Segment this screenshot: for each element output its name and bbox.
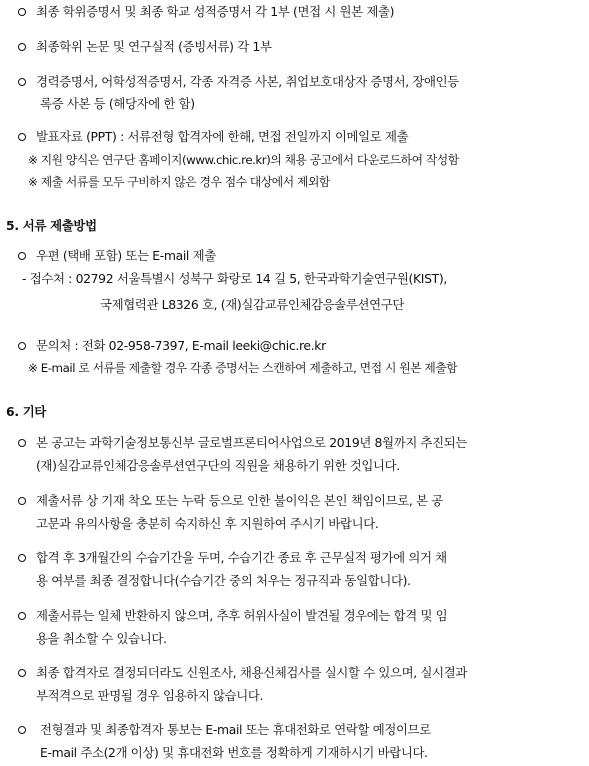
bullet-icon [18, 78, 26, 86]
bullet-icon [18, 612, 26, 620]
list-item: 본 공고는 과학기술정보통신부 글로벌프론티어사업으로 2019년 8월까지 추진되는 [36, 435, 468, 450]
bullet-icon [18, 554, 26, 562]
bullet-icon [18, 342, 26, 350]
bullet-icon [18, 8, 26, 16]
bullet-icon [18, 252, 26, 260]
list-item: 최종 합격자로 결정되더라도 신원조사, 채용신체검사를 실시할 수 있으며, 실시결과 [36, 665, 467, 680]
list-item-continuation: 용 여부를 최종 결정합니다(수습기간 중의 처우는 정규직과 동일합니다). [36, 573, 411, 588]
bullet-icon [18, 726, 26, 734]
list-item: 제출서류 상 기재 착오 또는 누락 등으로 인한 불이익은 본인 책임이므로, 본 공 [36, 493, 443, 508]
note-text: ※ 지원 양식은 연구단 홈페이지(www.chic.re.kr)의 채용 공고에서 다운로드하여 작성함 [28, 153, 459, 167]
list-item-continuation: E-mail 주소(2개 이상) 및 휴대전화 번호를 정확하게 기재하시기 바랍니다. [40, 745, 428, 760]
list-item-continuation: 록증 사본 등 (해당자에 한 함) [40, 96, 195, 111]
list-item: 합격 후 3개월간의 수습기간을 두며, 수습기간 종료 후 근무실적 평가에 의거 채 [36, 550, 447, 565]
list-item: 경력증명서, 어학성적증명서, 각종 자격증 사본, 취업보호대상자 증명서, 장애인등 [36, 74, 459, 89]
note-text: ※ 제출 서류를 모두 구비하지 않은 경우 점수 대상에서 제외함 [28, 175, 330, 189]
submission-method: 우편 (택배 포함) 또는 E-mail 제출 [36, 248, 216, 263]
bullet-icon [18, 439, 26, 447]
bullet-icon [18, 497, 26, 505]
list-item-continuation: 고문과 유의사항을 충분히 숙지하신 후 지원하여 주시기 바랍니다. [36, 516, 379, 531]
list-item: 제출서류는 일체 반환하지 않으며, 추후 허위사실이 발견될 경우에는 합격 및 임 [36, 608, 448, 623]
address-line: 국제협력관 L8326 호, (재)실감교류인체감응솔루션연구단 [100, 297, 405, 312]
list-item-continuation: (재)실감교류인체감응솔루션연구단의 직원을 채용하기 위한 것입니다. [36, 458, 400, 473]
contact-info: 문의처 : 전화 02-958-7397, E-mail leeki@chic.re.kr [36, 338, 326, 353]
address-line: - 접수처 : 02792 서울특별시 성북구 화랑로 14 길 5, 한국과학기술연구원(KIST), [22, 271, 447, 286]
list-item-continuation: 용을 취소할 수 있습니다. [36, 631, 167, 646]
list-item: 최종 학위증명서 및 최종 학교 성적증명서 각 1부 (면접 시 원본 제출) [36, 4, 395, 19]
list-item: 발표자료 (PPT) : 서류전형 합격자에 한해, 면접 전일까지 이메일로 제출 [36, 129, 409, 144]
note-text: ※ E-mail 로 서류를 제출할 경우 각종 증명서는 스캔하여 제출하고, 면접 시 원본 제출함 [28, 361, 458, 375]
list-item: 최종학위 논문 및 연구실적 (증빙서류) 각 1부 [36, 39, 272, 54]
bullet-icon [18, 669, 26, 677]
list-item-continuation: 부적격으로 판명될 경우 임용하지 않습니다. [36, 688, 264, 703]
section-heading: 5. 서류 제출방법 [6, 218, 97, 233]
section-heading: 6. 기타 [6, 404, 47, 419]
bullet-icon [18, 133, 26, 141]
list-item: 전형결과 및 최종합격자 통보는 E-mail 또는 휴대전화로 연락할 예정이므로 [40, 722, 431, 737]
bullet-icon [18, 43, 26, 51]
